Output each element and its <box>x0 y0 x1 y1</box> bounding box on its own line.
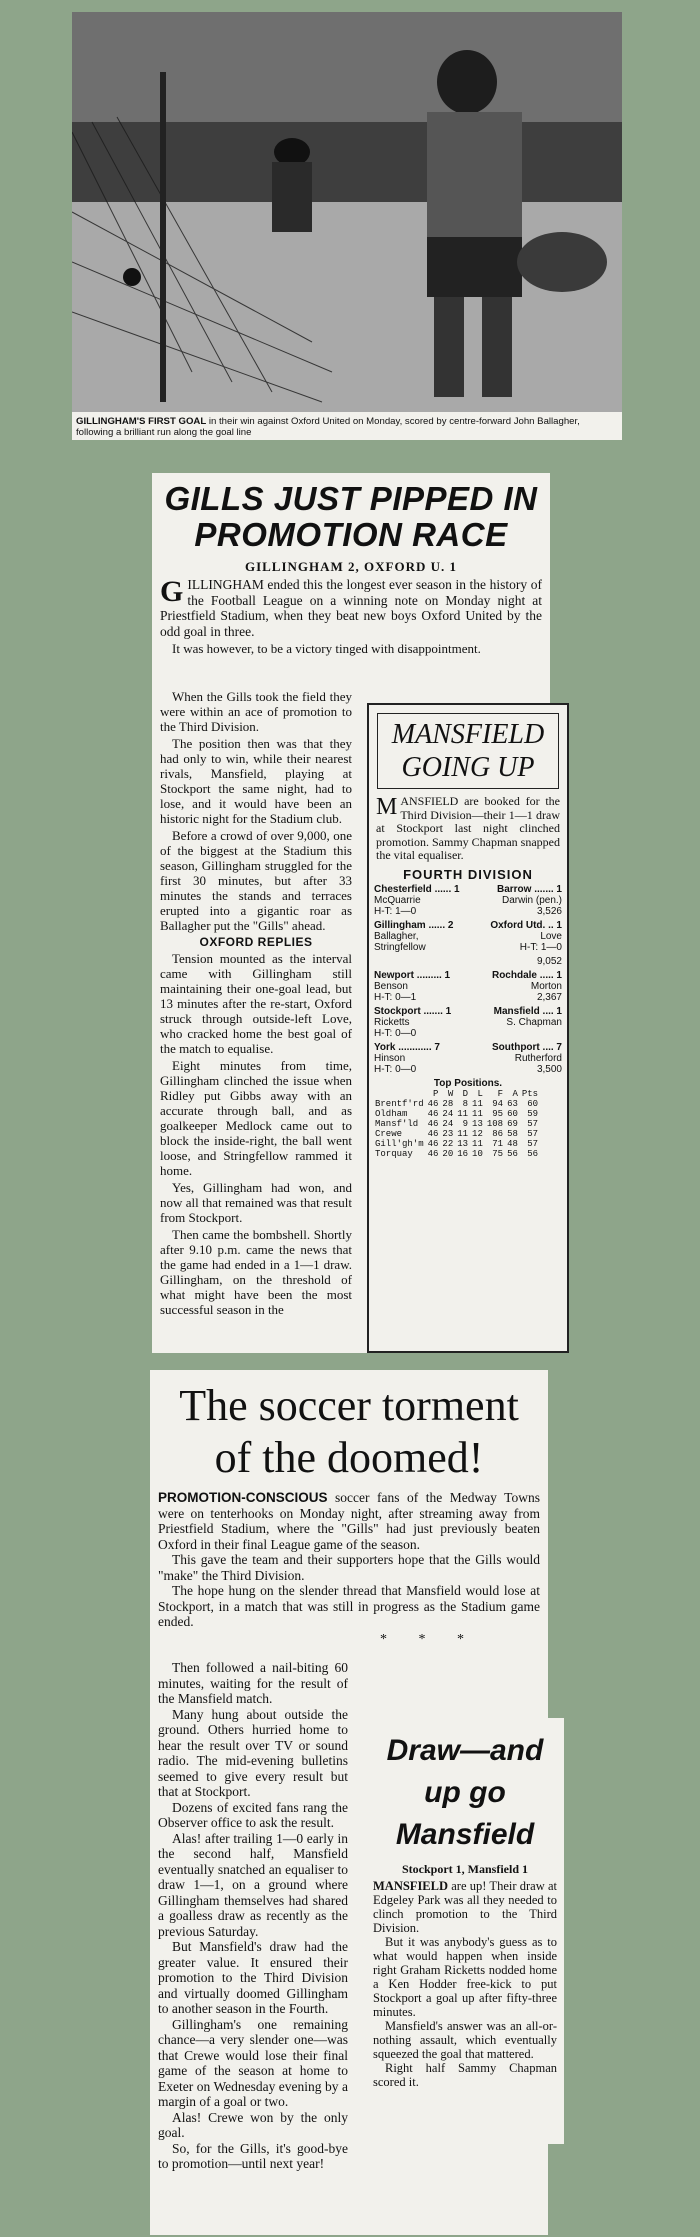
table-cell: 46 <box>427 1108 439 1119</box>
fixture-left: Hinson <box>374 1052 406 1064</box>
fixture-right: S. Chapman <box>506 1016 562 1028</box>
gills-para-7: Yes, Gillingham had won, and now all that remained was that result from Stockport. <box>160 1180 352 1225</box>
fixture-block <box>374 956 562 967</box>
fixture-right: Rutherford <box>514 1052 562 1064</box>
table-header-row <box>373 1089 540 1099</box>
table-cell: 28 <box>442 1098 454 1109</box>
draw-article <box>366 1718 564 2144</box>
table-cell: Mansf'ld <box>375 1118 419 1129</box>
fixture-right: 2,367 <box>536 991 562 1003</box>
caption-text: in their win against Oxford United on Monday, scored by centre-forward John Ballagher, following a brilliant run along the goal line <box>76 416 580 438</box>
table-header-cell: A <box>512 1088 518 1099</box>
table-header-cell: F <box>497 1088 504 1099</box>
fixture-scorers <box>374 981 562 992</box>
table-cell: 46 <box>427 1118 439 1129</box>
table-cell: 56 <box>507 1148 518 1159</box>
table-cell: 23 <box>442 1128 454 1139</box>
fixture-right: H-T: 1—0 <box>519 941 562 953</box>
table-header-cell: L <box>477 1088 483 1099</box>
fixture-right: Darwin (pen.) <box>501 894 562 906</box>
fixture-left: H-T: 0—0 <box>374 1027 417 1039</box>
table-header-cell <box>373 1089 426 1099</box>
fixture-right: Oxford Utd. .. 1 <box>490 919 562 931</box>
mansfield-drop-cap: M <box>376 794 398 820</box>
caption-bold: GILLINGHAM'S FIRST GOAL <box>76 416 207 427</box>
table-cell: 69 <box>507 1118 518 1129</box>
fixture-teams <box>374 970 562 981</box>
mansfield-lead <box>369 795 567 863</box>
torment-para-7: But Mansfield's draw had the greater value. It ensured their promotion to the Third Division and virtually doomed Gillingham to another season in the Fourth. <box>158 1939 348 2016</box>
mansfield-lead-text: ANSFIELD are booked for the Third Division—their 1—1 draw at Stockport last night clinched promotion. Sammy Chapman snapped the vital equaliser. <box>376 794 560 862</box>
fixture-block <box>374 970 562 1003</box>
fixture-right: 9,052 <box>536 955 562 967</box>
table-cell: 63 <box>507 1098 518 1109</box>
table-row <box>373 1109 540 1119</box>
gills-para-8: Then came the bombshell. Shortly after 9.10 p.m. came the news that the game had ended in a 1—1 draw. Gillingham, on the threshold of what might have been the most successful season in the <box>160 1227 352 1317</box>
table-cell: 46 <box>427 1128 439 1139</box>
table-cell: 57 <box>527 1118 539 1129</box>
fixture-left: Newport ......... 1 <box>374 969 451 981</box>
torment-para-9: Alas! Crewe won by the only goal. <box>158 2109 348 2140</box>
fixture-teams <box>374 884 562 895</box>
table-cell: 13 <box>457 1138 469 1149</box>
fixture-halftime <box>374 942 562 953</box>
torment-lead <box>150 1490 548 1552</box>
table-cell: 46 <box>427 1138 439 1149</box>
fixture-left: H-T: 0—0 <box>374 1063 417 1075</box>
torment-para-2: The hope hung on the slender thread that Mansfield would lose at Stockport, in a match that was still in progress as the Stadium game ended. <box>158 1583 540 1629</box>
torment-headline-1: The soccer torment <box>179 1381 519 1430</box>
torment-lead-text: soccer fans of the Medway Towns were on tenterhooks on Monday night, after streaming away from Priestfield Stadium, where the "Gills" had just previously beaten Oxford in their final League game of the season. <box>158 1490 540 1552</box>
gills-lead <box>152 577 550 639</box>
draw-headline-1: Draw—and <box>386 1734 544 1767</box>
fixture-block <box>374 1042 562 1075</box>
fixture-left: Ballagher, <box>374 930 419 942</box>
fixture-halftime <box>374 1028 562 1039</box>
gills-narrow-column <box>152 687 360 1317</box>
fixture-halftime <box>374 992 562 1003</box>
torment-headline-2: of the doomed! <box>214 1433 484 1482</box>
table-cell: 11 <box>457 1108 469 1119</box>
fixture-right: Rochdale ..... 1 <box>491 969 562 981</box>
mansfield-headline-1: MANSFIELD <box>391 719 545 750</box>
table-cell: 56 <box>527 1148 539 1159</box>
photo-clipping <box>72 12 622 440</box>
draw-headline-2: up go <box>424 1776 506 1809</box>
fixture-left: Benson <box>374 980 408 992</box>
fixture-block <box>374 920 562 953</box>
table-cell: 24 <box>442 1108 454 1119</box>
fixture-left: York ............ 7 <box>374 1041 440 1053</box>
table-cell: 20 <box>442 1148 454 1159</box>
draw-para-3: Right half Sammy Chapman scored it. <box>373 2061 557 2089</box>
table-cell: Oldham <box>375 1108 408 1119</box>
fixture-left: H-T: 1—0 <box>374 905 417 917</box>
fixture-right: 3,500 <box>536 1063 562 1075</box>
table-row <box>373 1129 540 1139</box>
gills-lead-text: ILLINGHAM ended this the longest ever season in the history of the Football League on a winning note on Monday night at Priestfield Stadium, when they beat new boys Oxford United by the odd goal in three. <box>160 577 542 639</box>
table-cell: 12 <box>472 1128 483 1139</box>
table-cell: 24 <box>442 1118 454 1129</box>
torment-headline <box>154 1380 544 1484</box>
fixture-scorers <box>374 1053 562 1064</box>
fixture-halftime <box>374 906 562 917</box>
table-cell: 46 <box>427 1098 439 1109</box>
draw-lead <box>366 1879 564 1935</box>
torment-para-1: This gave the team and their supporters hope that the Gills would "make" the Third Division. <box>158 1552 540 1583</box>
table-cell: 58 <box>507 1128 518 1139</box>
table-cell: 86 <box>492 1128 504 1139</box>
fixture-halftime <box>374 1064 562 1075</box>
gills-para-6: Eight minutes from time, Gillingham clinched the issue when Ridley put Gibbs away with an accurate through ball, and as goalkeeper Medlock came out to block the inside-right, the ball went loose, and Stringfellow rammed it home. <box>160 1058 352 1178</box>
table-header-cell: W <box>447 1088 454 1099</box>
fixture-right: Love <box>540 930 562 942</box>
table-row <box>373 1099 540 1109</box>
fixture-left: H-T: 0—1 <box>374 991 417 1003</box>
division-title: FOURTH DIVISION <box>403 866 533 882</box>
torment-para-4: Many hung about outside the ground. Others hurried home to hear the result over TV or sound radio. The mid-evening bulletins seemed to give every result but that at Stockport. <box>158 1706 348 1799</box>
draw-dateline: Stockport 1, Mansfield 1 <box>402 1862 528 1876</box>
table-cell: 75 <box>492 1148 504 1159</box>
fixture-left: Stockport ....... 1 <box>374 1005 452 1017</box>
draw-lead-text: are up! Their draw at Edgeley Park was all they needed to clinch promotion to the Third Division. <box>373 1879 557 1935</box>
fixture-block <box>374 884 562 917</box>
table-cell: 48 <box>507 1138 518 1149</box>
torment-lead-caps: PROMOTION-CONSCIOUS <box>158 1490 328 1505</box>
fixture-scorers <box>374 956 562 967</box>
table-cell: 10 <box>472 1148 483 1159</box>
section-stars: * * * <box>380 1631 478 1647</box>
fixture-scorers <box>374 895 562 906</box>
mansfield-headline-box <box>377 713 559 789</box>
torment-para-6: Alas! after trailing 1—0 early in the second half, Mansfield eventually snatched an equaliser to draw 1—1, on a ground where Gillingham themselves had shared a goalless draw as recently as the previous Saturday. <box>158 1830 348 1939</box>
table-row <box>373 1119 540 1129</box>
torment-para-3: Then followed a nail-biting 60 minutes, waiting for the result of the Mansfield match. <box>158 1660 348 1706</box>
table-cell: 94 <box>492 1098 504 1109</box>
table-cell: 71 <box>492 1138 504 1149</box>
gills-para-2: When the Gills took the field they were within an ace of promotion to the Third Division. <box>160 689 352 734</box>
table-cell: 11 <box>472 1108 483 1119</box>
league-table <box>373 1089 540 1159</box>
gills-para-5: Tension mounted as the interval came with Gillingham still maintaining their one-goal lead, but 13 minutes after the re-start, Oxford struck through outside-left Love, who cracked home the best goal of the match to equalise. <box>160 951 352 1056</box>
table-header-cell: D <box>462 1088 469 1099</box>
table-cell: Crewe <box>375 1128 403 1139</box>
table-cell: 13 <box>472 1118 483 1129</box>
fixture-left: McQuarrie <box>374 894 421 906</box>
table-cell: 95 <box>492 1108 504 1119</box>
gills-para-4: Before a crowd of over 9,000, one of the biggest at the Stadium this season, Gillingham struggled for the first 30 minutes, but after 33 minutes the stands and terraces erupted into a gigantic roar as Ballagher put the "Gills" ahead. <box>160 828 352 933</box>
table-cell: 11 <box>457 1128 469 1139</box>
fixture-scorers <box>374 1017 562 1028</box>
table-cell: 108 <box>486 1118 504 1129</box>
fixture-teams <box>374 1042 562 1053</box>
torment-narrow-column <box>150 1660 356 2172</box>
table-cell: Brentf'rd <box>375 1098 424 1109</box>
torment-para-10: So, for the Gills, it's good-bye to promotion—until next year! <box>158 2140 348 2171</box>
top-positions-title: Top Positions. <box>433 1077 503 1089</box>
gills-para-1: It was however, to be a victory tinged with disappointment. <box>172 641 481 656</box>
torment-para-5: Dozens of excited fans rang the Observer office to ask the result. <box>158 1799 348 1830</box>
fixture-teams <box>374 920 562 931</box>
draw-para-2: Mansfield's answer was an all-or-nothing assault, which eventually squeezed the goal that mattered. <box>373 2019 557 2061</box>
table-cell: 11 <box>472 1138 483 1149</box>
fixture-right: 3,526 <box>536 905 562 917</box>
gills-dateline: GILLINGHAM 2, OXFORD U. 1 <box>244 559 458 574</box>
mansfield-headline-2: GOING UP <box>401 752 535 783</box>
fixture-right: Barrow ....... 1 <box>496 883 562 895</box>
table-cell: 16 <box>457 1148 469 1159</box>
table-cell: 9 <box>462 1118 469 1129</box>
table-cell: 59 <box>527 1108 539 1119</box>
table-cell: 60 <box>507 1108 518 1119</box>
fixtures-list <box>369 884 567 1075</box>
draw-headline-3: Mansfield <box>395 1818 535 1851</box>
table-cell: Gill'gh'm <box>375 1138 424 1149</box>
fixture-right: Mansfield .... 1 <box>493 1005 562 1017</box>
photo-caption <box>76 416 618 438</box>
table-cell: 11 <box>472 1098 483 1109</box>
table-cell: 57 <box>527 1128 539 1139</box>
fixture-left: Chesterfield ...... 1 <box>374 883 460 895</box>
table-header-cell: P <box>433 1088 439 1099</box>
torment-para-8: Gillingham's one remaining chance—a very slender one—was that Crewe would lose their final game of the season at home to Exeter on Wednesday evening by a margin of a goal or two. <box>158 2016 348 2109</box>
table-cell: 22 <box>442 1138 454 1149</box>
fixture-left: Gillingham ...... 2 <box>374 919 454 931</box>
fixture-right: Southport .... 7 <box>492 1041 562 1053</box>
table-cell: 60 <box>527 1098 539 1109</box>
gills-para-3: The position then was that they had only to win, while their nearest rivals, Mansfield, playing at Stockport the same night, had to lose, and it would have been an historic night for the Stadium club. <box>160 736 352 826</box>
table-cell: Torquay <box>375 1148 413 1159</box>
gills-drop-cap: G <box>160 575 184 608</box>
draw-lead-caps: MANSFIELD <box>373 1879 449 1893</box>
draw-headline <box>368 1730 562 1856</box>
table-header-cell: Pts <box>521 1088 539 1099</box>
gills-subhead: OXFORD REPLIES <box>199 935 313 949</box>
table-row <box>373 1139 540 1149</box>
match-photo <box>72 12 622 412</box>
fixture-block <box>374 1006 562 1039</box>
fixture-scorers <box>374 931 562 942</box>
mansfield-article <box>367 703 569 1353</box>
fixture-left: Ricketts <box>374 1016 410 1028</box>
gills-headline: GILLS JUST PIPPED IN PROMOTION RACE <box>164 480 538 553</box>
fixture-teams <box>374 1006 562 1017</box>
fixture-right: Morton <box>530 980 562 992</box>
table-cell: 57 <box>527 1138 539 1149</box>
fixture-left: Stringfellow <box>374 941 426 953</box>
table-row <box>373 1149 540 1159</box>
draw-para-1: But it was anybody's guess as to what would happen when inside right Graham Ricketts nodded home a Ken Hodder free-kick to put Stockport a goal up after fifty-three minutes. <box>373 1935 557 2019</box>
table-cell: 46 <box>427 1148 439 1159</box>
table-cell: 8 <box>462 1098 469 1109</box>
